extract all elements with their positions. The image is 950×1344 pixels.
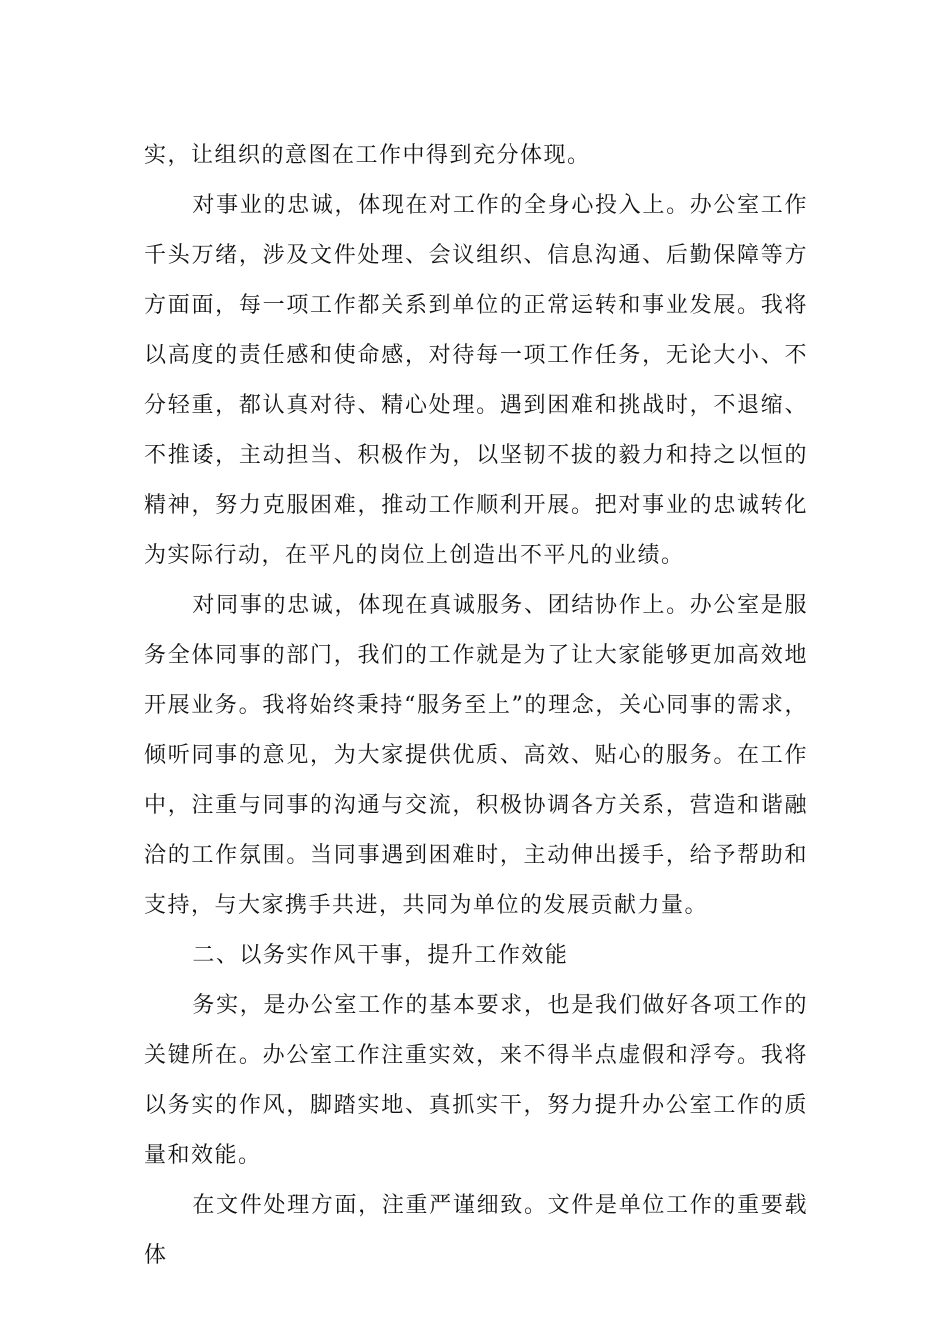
paragraph-loyalty-to-colleagues: 对同事的忠诚，体现在真诚服务、团结协作上。办公室是服务全体同事的部门，我们的工作就是为了让大家能够更加高效地开展业务。我将始终秉持“服务至上”的理念，关心同事的需求，倾听同事的意见，为大家提供优质、高效、贴心的服务。在工作中，注重与同事的沟通与交流，积极协调各方关系，营造和谐融洽的工作氛围。当同事遇到困难时，主动伸出援手，给予帮助和支持，与大家携手共进，共同为单位的发展贡献力量。 (144, 593, 808, 918)
document-body (144, 131, 808, 1281)
paragraph-pragmatism: 务实，是办公室工作的基本要求，也是我们做好各项工作的关键所在。办公室工作注重实效，来不得半点虚假和浮夸。我将以务实的作风，脚踏实地、真抓实干，努力提升办公室工作的质量和效能。 (144, 993, 808, 1168)
paragraph-continuation: 实，让组织的意图在工作中得到充分体现。 (144, 143, 591, 168)
paragraph-document-handling: 在文件处理方面，注重严谨细致。文件是单位工作的重要载体 (144, 1193, 808, 1268)
paragraph-loyalty-to-career: 对事业的忠诚，体现在对工作的全身心投入上。办公室工作千头万绪，涉及文件处理、会议组织、信息沟通、后勤保障等方方面面，每一项工作都关系到单位的正常运转和事业发展。我将以高度的责任感和使命感，对待每一项工作任务，无论大小、不分轻重，都认真对待、精心处理。遇到困难和挑战时，不退缩、不推诿，主动担当、积极作为，以坚韧不拔的毅力和持之以恒的精神，努力克服困难，推动工作顺利开展。把对事业的忠诚转化为实际行动，在平凡的岗位上创造出不平凡的业绩。 (144, 193, 808, 568)
section-heading-pragmatic-style: 二、以务实作风干事，提升工作效能 (192, 943, 569, 968)
